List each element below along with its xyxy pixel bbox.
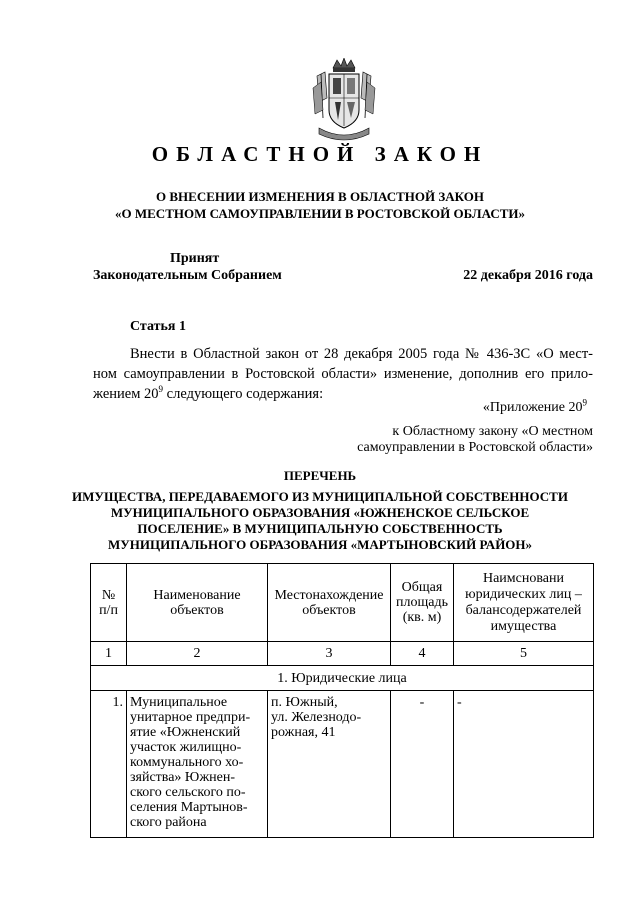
header-text: площадь <box>396 595 448 610</box>
header-text: юридических лиц – <box>465 586 582 602</box>
object-area: - <box>391 691 454 838</box>
object-name <box>127 691 268 838</box>
article-line: ном самоуправлении в Ростовской области» изменение, дополнив его прило- <box>93 366 593 382</box>
list-subheading-line: ПОСЕЛЕНИЕ» В МУНИЦИПАЛЬНУЮ СОБСТВЕННОСТЬ <box>137 521 503 536</box>
table-header-row <box>91 564 594 642</box>
column-number: 5 <box>454 642 594 666</box>
adopted-date: 22 декабря 2016 года <box>463 268 593 283</box>
law-subtitle-line: «О МЕСТНОМ САМОУПРАВЛЕНИИ В РОСТОВСКОЙ ОБЛАСТИ» <box>115 206 525 221</box>
appendix-label <box>357 397 587 416</box>
adopted-label: Принят <box>170 251 220 266</box>
object-name-line: ского сельского по- <box>130 785 246 800</box>
object-location-line: ул. Железнодо- <box>271 710 362 725</box>
object-name-line: Муниципальное <box>130 695 228 710</box>
object-name-line: ятие «Южненский <box>130 725 241 740</box>
coat-of-arms-emblem <box>311 58 377 144</box>
header-text: (кв. м) <box>402 610 442 625</box>
header-text: Наимсновани <box>482 570 564 586</box>
appendix-line: к Областному закону «О местном <box>392 424 593 439</box>
appendix-header <box>357 397 593 456</box>
adopted-by: Законодательным Собранием <box>93 268 282 283</box>
header-text: объектов <box>170 602 224 618</box>
appendix-line: самоуправлении в Ростовской области» <box>357 440 593 455</box>
object-location-line: п. Южный, <box>271 695 338 710</box>
header-text: Местонахождение <box>274 587 384 603</box>
superscript: 9 <box>582 397 587 408</box>
header-cell-number <box>91 564 127 642</box>
law-subtitle <box>0 188 640 222</box>
row-number: 1. <box>91 691 127 838</box>
law-subtitle-line: О ВНЕСЕНИИ ИЗМЕНЕНИЯ В ОБЛАСТНОЙ ЗАКОН <box>156 189 484 204</box>
object-name-line: селения Мартынов- <box>130 800 248 815</box>
header-text: имущества <box>490 618 557 634</box>
header-cell-name <box>127 564 268 642</box>
object-name-line: коммунального хо- <box>130 755 244 770</box>
column-number: 2 <box>127 642 268 666</box>
column-number: 1 <box>91 642 127 666</box>
list-subheading-line: МУНИЦИПАЛЬНОГО ОБРАЗОВАНИЯ «МАРТЫНОВСКИЙ РАЙОН» <box>107 537 533 552</box>
header-text: № <box>101 587 116 603</box>
property-table <box>90 563 594 838</box>
article-line-text: следующего содержания: <box>163 386 324 402</box>
object-location-line: рожная, 41 <box>271 725 336 740</box>
object-name-line: ского района <box>130 815 207 830</box>
header-cell-location <box>268 564 391 642</box>
list-heading: ПЕРЕЧЕНЬ <box>283 468 357 483</box>
list-subheading <box>0 489 640 553</box>
section-row <box>91 666 594 691</box>
object-location <box>268 691 391 838</box>
column-number-row <box>91 642 594 666</box>
list-subheading-line: ИМУЩЕСТВА, ПЕРЕДАВАЕМОГО ИЗ МУНИЦИПАЛЬНОЙ СОБСТВЕННОСТИ <box>72 489 568 504</box>
article-body <box>93 344 593 404</box>
article-line: Внести в Областной закон от 28 декабря 2005 года № 436-ЗС «О мест- <box>130 346 593 362</box>
appendix-label-text: «Приложение 20 <box>482 400 583 415</box>
header-text: Наименование <box>153 587 241 603</box>
section-title: 1. Юридические лица <box>91 666 594 691</box>
table-row <box>91 691 594 838</box>
header-text: балансодержателей <box>465 602 582 618</box>
object-name-line: зяйства» Южнен- <box>130 770 236 785</box>
law-title: ОБЛАСТНОЙ ЗАКОН <box>151 142 489 166</box>
list-subheading-line: МУНИЦИПАЛЬНОГО ОБРАЗОВАНИЯ «ЮЖНЕНСКОЕ СЕЛЬСКОЕ <box>110 505 530 520</box>
column-number: 3 <box>268 642 391 666</box>
header-text: п/п <box>99 602 118 618</box>
header-cell-area <box>391 564 454 642</box>
column-number: 4 <box>391 642 454 666</box>
object-holder: - <box>454 691 594 838</box>
object-name-line: участок жилищно- <box>130 740 242 755</box>
object-name-line: унитарное предпри- <box>130 710 251 725</box>
article-line-text: жением 20 <box>93 386 159 402</box>
header-text: объектов <box>302 602 356 618</box>
article-heading: Статья 1 <box>130 319 186 334</box>
header-cell-holder <box>454 564 594 642</box>
header-text: Общая <box>401 580 443 595</box>
superscript: 9 <box>158 384 164 395</box>
